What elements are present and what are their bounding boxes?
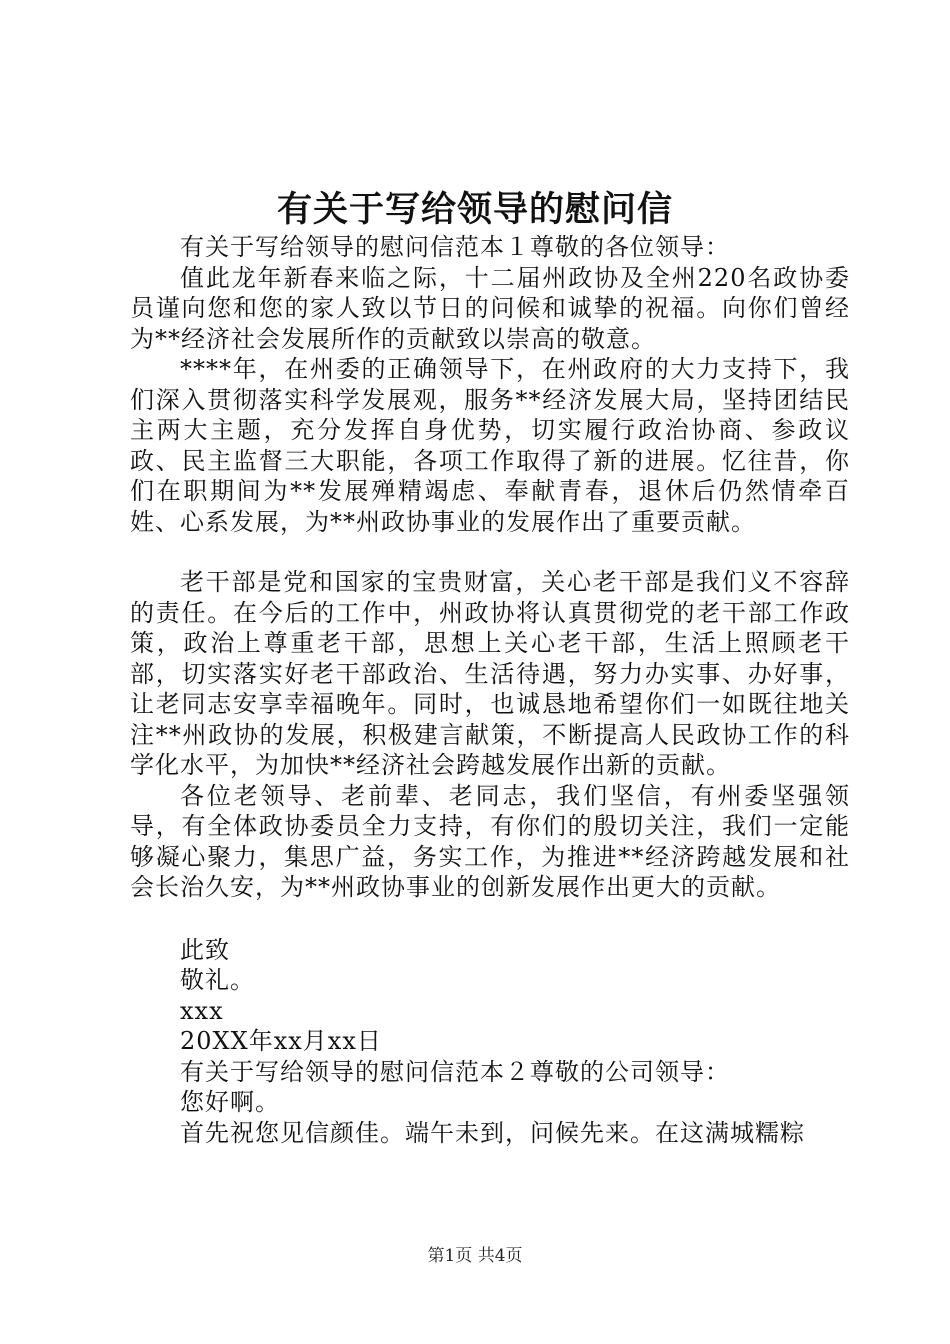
closing-line-2: 敬礼。 xyxy=(180,966,255,994)
page-number-footer: 第1页 共4页 xyxy=(427,1246,523,1266)
document-title: 有关于写给领导的慰问信 xyxy=(276,189,673,230)
closing-line-1: 此致 xyxy=(180,935,230,964)
body-paragraph-3: 老干部是党和国家的宝贵财富，关心老干部是我们义不容辞的责任。在今后的工作中，州政协将认真贯彻党的老干部工作政策，政治上尊重老干部，思想上关心老干部，生活上照顾老干部，切实落实好老干部政治、生活待遇，努力办实事、办好事，让老同志安享幸福晚年。同时，也诚恳地希望你们一如既往地关注**州政协的发展，积极建言献策，不断提高人民政协工作的科学化水平，为加快**经济社会跨越发展作出新的贡献。 xyxy=(130,568,850,779)
second-letter-heading: 有关于写给领导的慰问信范本２尊敬的公司领导： xyxy=(180,1057,730,1086)
document-body xyxy=(130,232,850,1148)
body-paragraph-2: ****年，在州委的正确领导下，在州政府的大力支持下，我们深入贯彻落实科学发展观，服务**经济发展大局，坚持团结民主两大主题，充分发挥自身优势，切实履行政治协商、参政议政、民主监督三大职能，各项工作取得了新的进展。忆往昔，你们在职期间为**发展殚精竭虑、奉献青春，退休后仍然情牵百姓、心系发展，为**州政协事业的发展作出了重要贡献。 xyxy=(130,355,850,536)
body-paragraph-4: 各位老领导、老前辈、老同志，我们坚信，有州委坚强领导，有全体政协委员全力支持，有你们的殷切关注，我们一定能够凝心聚力，集思广益，务实工作，为推进**经济跨越发展和社会长治久安，为**州政协事业的创新发展作出更大的贡献。 xyxy=(130,781,850,901)
signature-name: xxx xyxy=(180,996,224,1025)
paragraph-spacer xyxy=(130,537,850,567)
second-letter-paragraph: 首先祝您见信颜佳。端午未到，问候先来。在这满城糯粽 xyxy=(180,1118,805,1147)
body-paragraph-1: 值此龙年新春来临之际，十二届州政协及全州220名政协委员谨向您和您的家人致以节日的问候和诚挚的祝福。向你们曾经为**经济社会发展所作的贡献致以崇高的敬意。 xyxy=(130,263,850,353)
second-letter-greeting: 您好啊。 xyxy=(180,1088,280,1116)
paragraph-spacer xyxy=(130,903,850,935)
signature-date: 20XX年xx月xx日 xyxy=(180,1027,382,1055)
salutation-paragraph: 有关于写给领导的慰问信范本１尊敬的各位领导： xyxy=(180,233,730,261)
